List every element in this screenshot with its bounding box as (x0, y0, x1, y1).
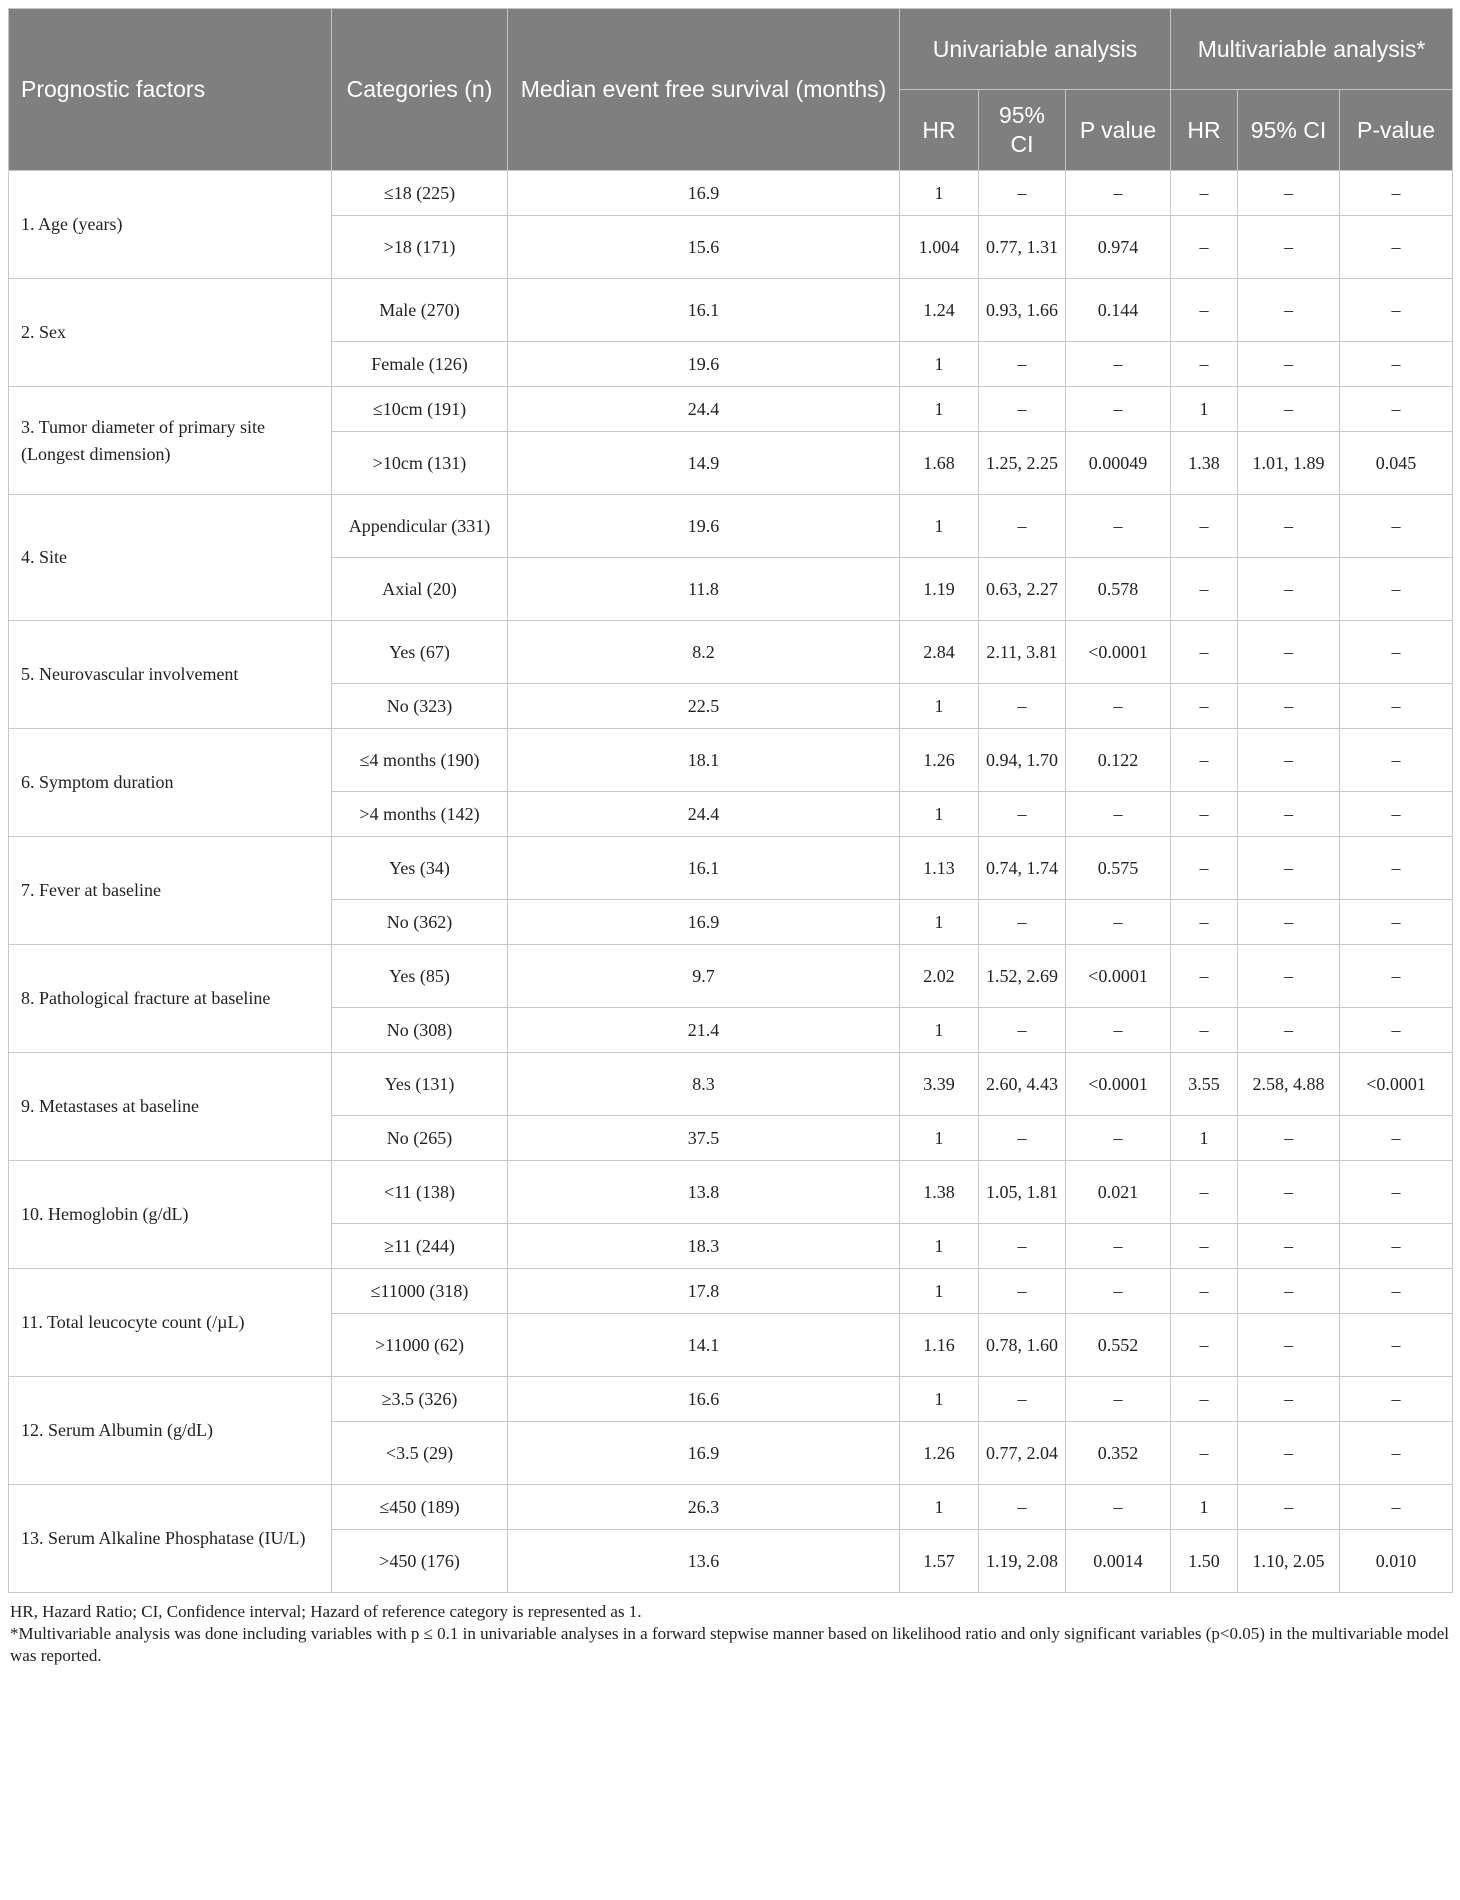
cell-multi-p: – (1340, 837, 1453, 900)
cell-uni-p: – (1066, 342, 1171, 387)
cell-uni-hr: 1 (900, 342, 979, 387)
cell-multi-p: – (1340, 342, 1453, 387)
cell-uni-p: 0.0014 (1066, 1530, 1171, 1593)
cell-multi-ci: – (1238, 495, 1340, 558)
cell-median-efs: 24.4 (508, 792, 900, 837)
cell-median-efs: 17.8 (508, 1269, 900, 1314)
cell-multi-hr: – (1171, 1422, 1238, 1485)
table-footnotes (8, 1601, 1452, 1667)
cell-multi-ci: 1.01, 1.89 (1238, 432, 1340, 495)
cell-category: Female (126) (332, 342, 508, 387)
cell-multi-hr: – (1171, 216, 1238, 279)
cell-uni-p: – (1066, 1224, 1171, 1269)
cell-uni-p: <0.0001 (1066, 1053, 1171, 1116)
cell-multi-hr: 1.50 (1171, 1530, 1238, 1593)
cell-prognostic-factor: 12. Serum Albumin (g/dL) (9, 1377, 332, 1485)
header-uni-p: P value (1066, 90, 1171, 171)
cell-uni-ci: – (979, 792, 1066, 837)
cell-uni-p: 0.575 (1066, 837, 1171, 900)
header-multi-hr: HR (1171, 90, 1238, 171)
cell-median-efs: 16.9 (508, 1422, 900, 1485)
cell-multi-p: – (1340, 1314, 1453, 1377)
cell-category: ≤4 months (190) (332, 729, 508, 792)
cell-multi-p: – (1340, 495, 1453, 558)
cell-median-efs: 9.7 (508, 945, 900, 1008)
cell-uni-hr: 1 (900, 171, 979, 216)
header-categories: Categories (n) (332, 9, 508, 171)
cell-prognostic-factor: 3. Tumor diameter of primary site (Longest dimension) (9, 387, 332, 495)
cell-uni-hr: 2.02 (900, 945, 979, 1008)
cell-median-efs: 18.3 (508, 1224, 900, 1269)
cell-category: >11000 (62) (332, 1314, 508, 1377)
cell-multi-p: – (1340, 387, 1453, 432)
cell-uni-hr: 1.38 (900, 1161, 979, 1224)
cell-multi-p: <0.0001 (1340, 1053, 1453, 1116)
cell-multi-p: – (1340, 1422, 1453, 1485)
cell-uni-hr: 1.68 (900, 432, 979, 495)
cell-uni-ci: 0.63, 2.27 (979, 558, 1066, 621)
cell-median-efs: 21.4 (508, 1008, 900, 1053)
cell-uni-p: 0.552 (1066, 1314, 1171, 1377)
table-row (9, 1377, 1453, 1422)
cell-multi-hr: – (1171, 1161, 1238, 1224)
cell-category: ≤11000 (318) (332, 1269, 508, 1314)
cell-multi-hr: – (1171, 171, 1238, 216)
cell-multi-ci: 1.10, 2.05 (1238, 1530, 1340, 1593)
table-row (9, 1485, 1453, 1530)
cell-category: No (308) (332, 1008, 508, 1053)
cell-uni-hr: 1 (900, 1377, 979, 1422)
cell-multi-p: – (1340, 1224, 1453, 1269)
header-prognostic-factors: Prognostic factors (9, 9, 332, 171)
cell-category: ≤450 (189) (332, 1485, 508, 1530)
table-row (9, 171, 1453, 216)
cell-uni-p: 0.974 (1066, 216, 1171, 279)
cell-prognostic-factor: 1. Age (years) (9, 171, 332, 279)
cell-uni-ci: 0.77, 2.04 (979, 1422, 1066, 1485)
cell-multi-hr: – (1171, 1377, 1238, 1422)
table-row (9, 837, 1453, 900)
cell-multi-ci: – (1238, 1422, 1340, 1485)
cell-category: Yes (34) (332, 837, 508, 900)
cell-multi-hr: – (1171, 900, 1238, 945)
cell-multi-hr: 1 (1171, 1485, 1238, 1530)
footnote-abbreviations: HR, Hazard Ratio; CI, Confidence interval; Hazard of reference category is represented as 1. (10, 1602, 642, 1621)
cell-multi-ci: – (1238, 945, 1340, 1008)
cell-category: Appendicular (331) (332, 495, 508, 558)
cell-multi-hr: – (1171, 729, 1238, 792)
footnote-multivariable: *Multivariable analysis was done including variables with p ≤ 0.1 in univariable analyses in a forward stepwise manner based on likelihood ratio and only significant variables (p<0.05) in the multivariable model was reported. (10, 1624, 1449, 1665)
cell-multi-p: – (1340, 900, 1453, 945)
cell-uni-ci: 0.94, 1.70 (979, 729, 1066, 792)
cell-multi-hr: – (1171, 945, 1238, 1008)
cell-multi-ci: – (1238, 1485, 1340, 1530)
cell-multi-p: – (1340, 216, 1453, 279)
cell-multi-ci: – (1238, 1269, 1340, 1314)
cell-uni-p: 0.021 (1066, 1161, 1171, 1224)
cell-category: Male (270) (332, 279, 508, 342)
cell-median-efs: 22.5 (508, 684, 900, 729)
cell-uni-ci: 0.93, 1.66 (979, 279, 1066, 342)
cell-uni-ci: 0.78, 1.60 (979, 1314, 1066, 1377)
cell-median-efs: 24.4 (508, 387, 900, 432)
cell-multi-ci: – (1238, 387, 1340, 432)
cell-multi-ci: – (1238, 216, 1340, 279)
cell-category: >18 (171) (332, 216, 508, 279)
cell-multi-p: – (1340, 171, 1453, 216)
cell-multi-ci: – (1238, 279, 1340, 342)
cell-category: <3.5 (29) (332, 1422, 508, 1485)
cell-category: No (323) (332, 684, 508, 729)
cell-prognostic-factor: 4. Site (9, 495, 332, 621)
table-row (9, 495, 1453, 558)
cell-multi-hr: 3.55 (1171, 1053, 1238, 1116)
cell-uni-p: 0.144 (1066, 279, 1171, 342)
cell-multi-p: – (1340, 1485, 1453, 1530)
cell-uni-hr: 1.57 (900, 1530, 979, 1593)
cell-uni-ci: – (979, 900, 1066, 945)
cell-uni-ci: 1.25, 2.25 (979, 432, 1066, 495)
cell-median-efs: 37.5 (508, 1116, 900, 1161)
cell-uni-hr: 1 (900, 387, 979, 432)
cell-category: Yes (85) (332, 945, 508, 1008)
cell-uni-ci: 1.52, 2.69 (979, 945, 1066, 1008)
cell-uni-ci: 0.74, 1.74 (979, 837, 1066, 900)
cell-prognostic-factor: 5. Neurovascular involvement (9, 621, 332, 729)
cell-multi-ci: – (1238, 171, 1340, 216)
cell-uni-p: – (1066, 171, 1171, 216)
cell-multi-p: – (1340, 792, 1453, 837)
cell-multi-ci: – (1238, 1224, 1340, 1269)
cell-uni-hr: 3.39 (900, 1053, 979, 1116)
cell-uni-p: 0.00049 (1066, 432, 1171, 495)
cell-uni-p: – (1066, 900, 1171, 945)
cell-uni-ci: – (979, 342, 1066, 387)
cell-uni-hr: 1 (900, 495, 979, 558)
cell-median-efs: 19.6 (508, 495, 900, 558)
cell-median-efs: 16.1 (508, 279, 900, 342)
cell-uni-ci: – (979, 1485, 1066, 1530)
cell-multi-p: – (1340, 1008, 1453, 1053)
cell-multi-ci: – (1238, 558, 1340, 621)
cell-uni-hr: 1.13 (900, 837, 979, 900)
cell-uni-ci: 2.11, 3.81 (979, 621, 1066, 684)
cell-uni-ci: 1.19, 2.08 (979, 1530, 1066, 1593)
cell-multi-hr: – (1171, 1269, 1238, 1314)
cell-uni-hr: 1.16 (900, 1314, 979, 1377)
cell-category: No (265) (332, 1116, 508, 1161)
cell-category: >4 months (142) (332, 792, 508, 837)
cell-uni-p: – (1066, 495, 1171, 558)
cell-uni-ci: – (979, 1008, 1066, 1053)
table-container (8, 8, 1452, 1667)
cell-uni-p: – (1066, 1485, 1171, 1530)
cell-uni-hr: 1.24 (900, 279, 979, 342)
cell-uni-p: – (1066, 684, 1171, 729)
cell-uni-hr: 2.84 (900, 621, 979, 684)
cell-uni-hr: 1.004 (900, 216, 979, 279)
header-multivariable-analysis: Multivariable analysis* (1171, 9, 1453, 90)
cell-uni-ci: 2.60, 4.43 (979, 1053, 1066, 1116)
cell-category: ≥11 (244) (332, 1224, 508, 1269)
cell-uni-ci: – (979, 495, 1066, 558)
cell-multi-ci: – (1238, 342, 1340, 387)
cell-median-efs: 16.6 (508, 1377, 900, 1422)
cell-median-efs: 16.1 (508, 837, 900, 900)
cell-uni-p: – (1066, 1008, 1171, 1053)
header-univariable-analysis: Univariable analysis (900, 9, 1171, 90)
cell-multi-ci: – (1238, 1161, 1340, 1224)
cell-uni-hr: 1 (900, 1269, 979, 1314)
cell-uni-ci: – (979, 387, 1066, 432)
table-row (9, 387, 1453, 432)
cell-multi-p: – (1340, 945, 1453, 1008)
cell-multi-hr: – (1171, 558, 1238, 621)
cell-multi-hr: – (1171, 495, 1238, 558)
cell-uni-hr: 1 (900, 684, 979, 729)
cell-category: Yes (131) (332, 1053, 508, 1116)
header-uni-ci: 95% CI (979, 90, 1066, 171)
cell-category: No (362) (332, 900, 508, 945)
cell-multi-p: – (1340, 279, 1453, 342)
cell-median-efs: 8.3 (508, 1053, 900, 1116)
cell-multi-hr: – (1171, 342, 1238, 387)
cell-median-efs: 13.8 (508, 1161, 900, 1224)
cell-multi-ci: – (1238, 1377, 1340, 1422)
cell-median-efs: 14.9 (508, 432, 900, 495)
cell-category: Yes (67) (332, 621, 508, 684)
cell-median-efs: 14.1 (508, 1314, 900, 1377)
cell-prognostic-factor: 9. Metastases at baseline (9, 1053, 332, 1161)
cell-category: ≤10cm (191) (332, 387, 508, 432)
cell-multi-hr: – (1171, 1008, 1238, 1053)
cell-uni-ci: – (979, 1377, 1066, 1422)
header-median-efs: Median event free survival (months) (508, 9, 900, 171)
cell-multi-ci: – (1238, 729, 1340, 792)
cell-prognostic-factor: 6. Symptom duration (9, 729, 332, 837)
cell-multi-p: – (1340, 621, 1453, 684)
cell-multi-hr: – (1171, 837, 1238, 900)
cell-prognostic-factor: 7. Fever at baseline (9, 837, 332, 945)
cell-prognostic-factor: 11. Total leucocyte count (/µL) (9, 1269, 332, 1377)
cell-prognostic-factor: 10. Hemoglobin (g/dL) (9, 1161, 332, 1269)
cell-uni-ci: – (979, 1224, 1066, 1269)
cell-multi-hr: 1 (1171, 1116, 1238, 1161)
cell-uni-hr: 1 (900, 900, 979, 945)
table-row (9, 1269, 1453, 1314)
cell-median-efs: 13.6 (508, 1530, 900, 1593)
cell-median-efs: 26.3 (508, 1485, 900, 1530)
cell-uni-p: – (1066, 387, 1171, 432)
table-row (9, 1053, 1453, 1116)
cell-uni-hr: 1 (900, 1485, 979, 1530)
cell-uni-p: – (1066, 1269, 1171, 1314)
cell-multi-hr: – (1171, 621, 1238, 684)
table-row (9, 279, 1453, 342)
cell-multi-p: – (1340, 558, 1453, 621)
cell-multi-p: – (1340, 1116, 1453, 1161)
header-uni-hr: HR (900, 90, 979, 171)
header-multi-ci: 95% CI (1238, 90, 1340, 171)
cell-median-efs: 18.1 (508, 729, 900, 792)
cell-uni-ci: – (979, 684, 1066, 729)
cell-multi-hr: 1 (1171, 387, 1238, 432)
cell-category: Axial (20) (332, 558, 508, 621)
cell-uni-ci: – (979, 1269, 1066, 1314)
cell-multi-ci: – (1238, 792, 1340, 837)
table-row (9, 621, 1453, 684)
cell-uni-ci: 0.77, 1.31 (979, 216, 1066, 279)
cell-median-efs: 19.6 (508, 342, 900, 387)
cell-median-efs: 16.9 (508, 900, 900, 945)
cell-prognostic-factor: 8. Pathological fracture at baseline (9, 945, 332, 1053)
cell-uni-p: – (1066, 1116, 1171, 1161)
cell-multi-ci: – (1238, 1116, 1340, 1161)
cell-multi-ci: – (1238, 621, 1340, 684)
cell-prognostic-factor: 2. Sex (9, 279, 332, 387)
cell-median-efs: 16.9 (508, 171, 900, 216)
cell-uni-p: 0.122 (1066, 729, 1171, 792)
header-multi-p: P-value (1340, 90, 1453, 171)
cell-prognostic-factor: 13. Serum Alkaline Phosphatase (IU/L) (9, 1485, 332, 1593)
cell-uni-p: – (1066, 1377, 1171, 1422)
cell-multi-ci: – (1238, 684, 1340, 729)
prognostic-factors-table (8, 8, 1453, 1593)
cell-uni-p: 0.578 (1066, 558, 1171, 621)
cell-uni-ci: 1.05, 1.81 (979, 1161, 1066, 1224)
cell-multi-p: – (1340, 1161, 1453, 1224)
cell-multi-ci: 2.58, 4.88 (1238, 1053, 1340, 1116)
cell-multi-p: – (1340, 684, 1453, 729)
cell-multi-hr: 1.38 (1171, 432, 1238, 495)
table-body (9, 171, 1453, 1593)
cell-multi-p: 0.010 (1340, 1530, 1453, 1593)
cell-median-efs: 11.8 (508, 558, 900, 621)
cell-uni-ci: – (979, 171, 1066, 216)
cell-multi-ci: – (1238, 837, 1340, 900)
cell-multi-p: – (1340, 1377, 1453, 1422)
cell-category: >450 (176) (332, 1530, 508, 1593)
cell-median-efs: 8.2 (508, 621, 900, 684)
cell-uni-hr: 1.19 (900, 558, 979, 621)
cell-category: ≤18 (225) (332, 171, 508, 216)
cell-multi-p: 0.045 (1340, 432, 1453, 495)
cell-multi-hr: – (1171, 792, 1238, 837)
cell-uni-p: 0.352 (1066, 1422, 1171, 1485)
table-row (9, 729, 1453, 792)
cell-uni-hr: 1.26 (900, 729, 979, 792)
cell-uni-hr: 1.26 (900, 1422, 979, 1485)
cell-multi-p: – (1340, 729, 1453, 792)
cell-uni-hr: 1 (900, 1224, 979, 1269)
cell-category: ≥3.5 (326) (332, 1377, 508, 1422)
cell-multi-hr: – (1171, 684, 1238, 729)
cell-uni-hr: 1 (900, 1008, 979, 1053)
cell-multi-p: – (1340, 1269, 1453, 1314)
table-row (9, 1161, 1453, 1224)
cell-uni-p: <0.0001 (1066, 945, 1171, 1008)
cell-multi-hr: – (1171, 1314, 1238, 1377)
cell-category: <11 (138) (332, 1161, 508, 1224)
cell-uni-p: <0.0001 (1066, 621, 1171, 684)
cell-multi-hr: – (1171, 1224, 1238, 1269)
cell-uni-hr: 1 (900, 1116, 979, 1161)
cell-median-efs: 15.6 (508, 216, 900, 279)
table-row (9, 945, 1453, 1008)
cell-uni-p: – (1066, 792, 1171, 837)
cell-uni-ci: – (979, 1116, 1066, 1161)
cell-multi-ci: – (1238, 900, 1340, 945)
cell-multi-ci: – (1238, 1314, 1340, 1377)
cell-uni-hr: 1 (900, 792, 979, 837)
cell-multi-hr: – (1171, 279, 1238, 342)
cell-multi-ci: – (1238, 1008, 1340, 1053)
cell-category: >10cm (131) (332, 432, 508, 495)
